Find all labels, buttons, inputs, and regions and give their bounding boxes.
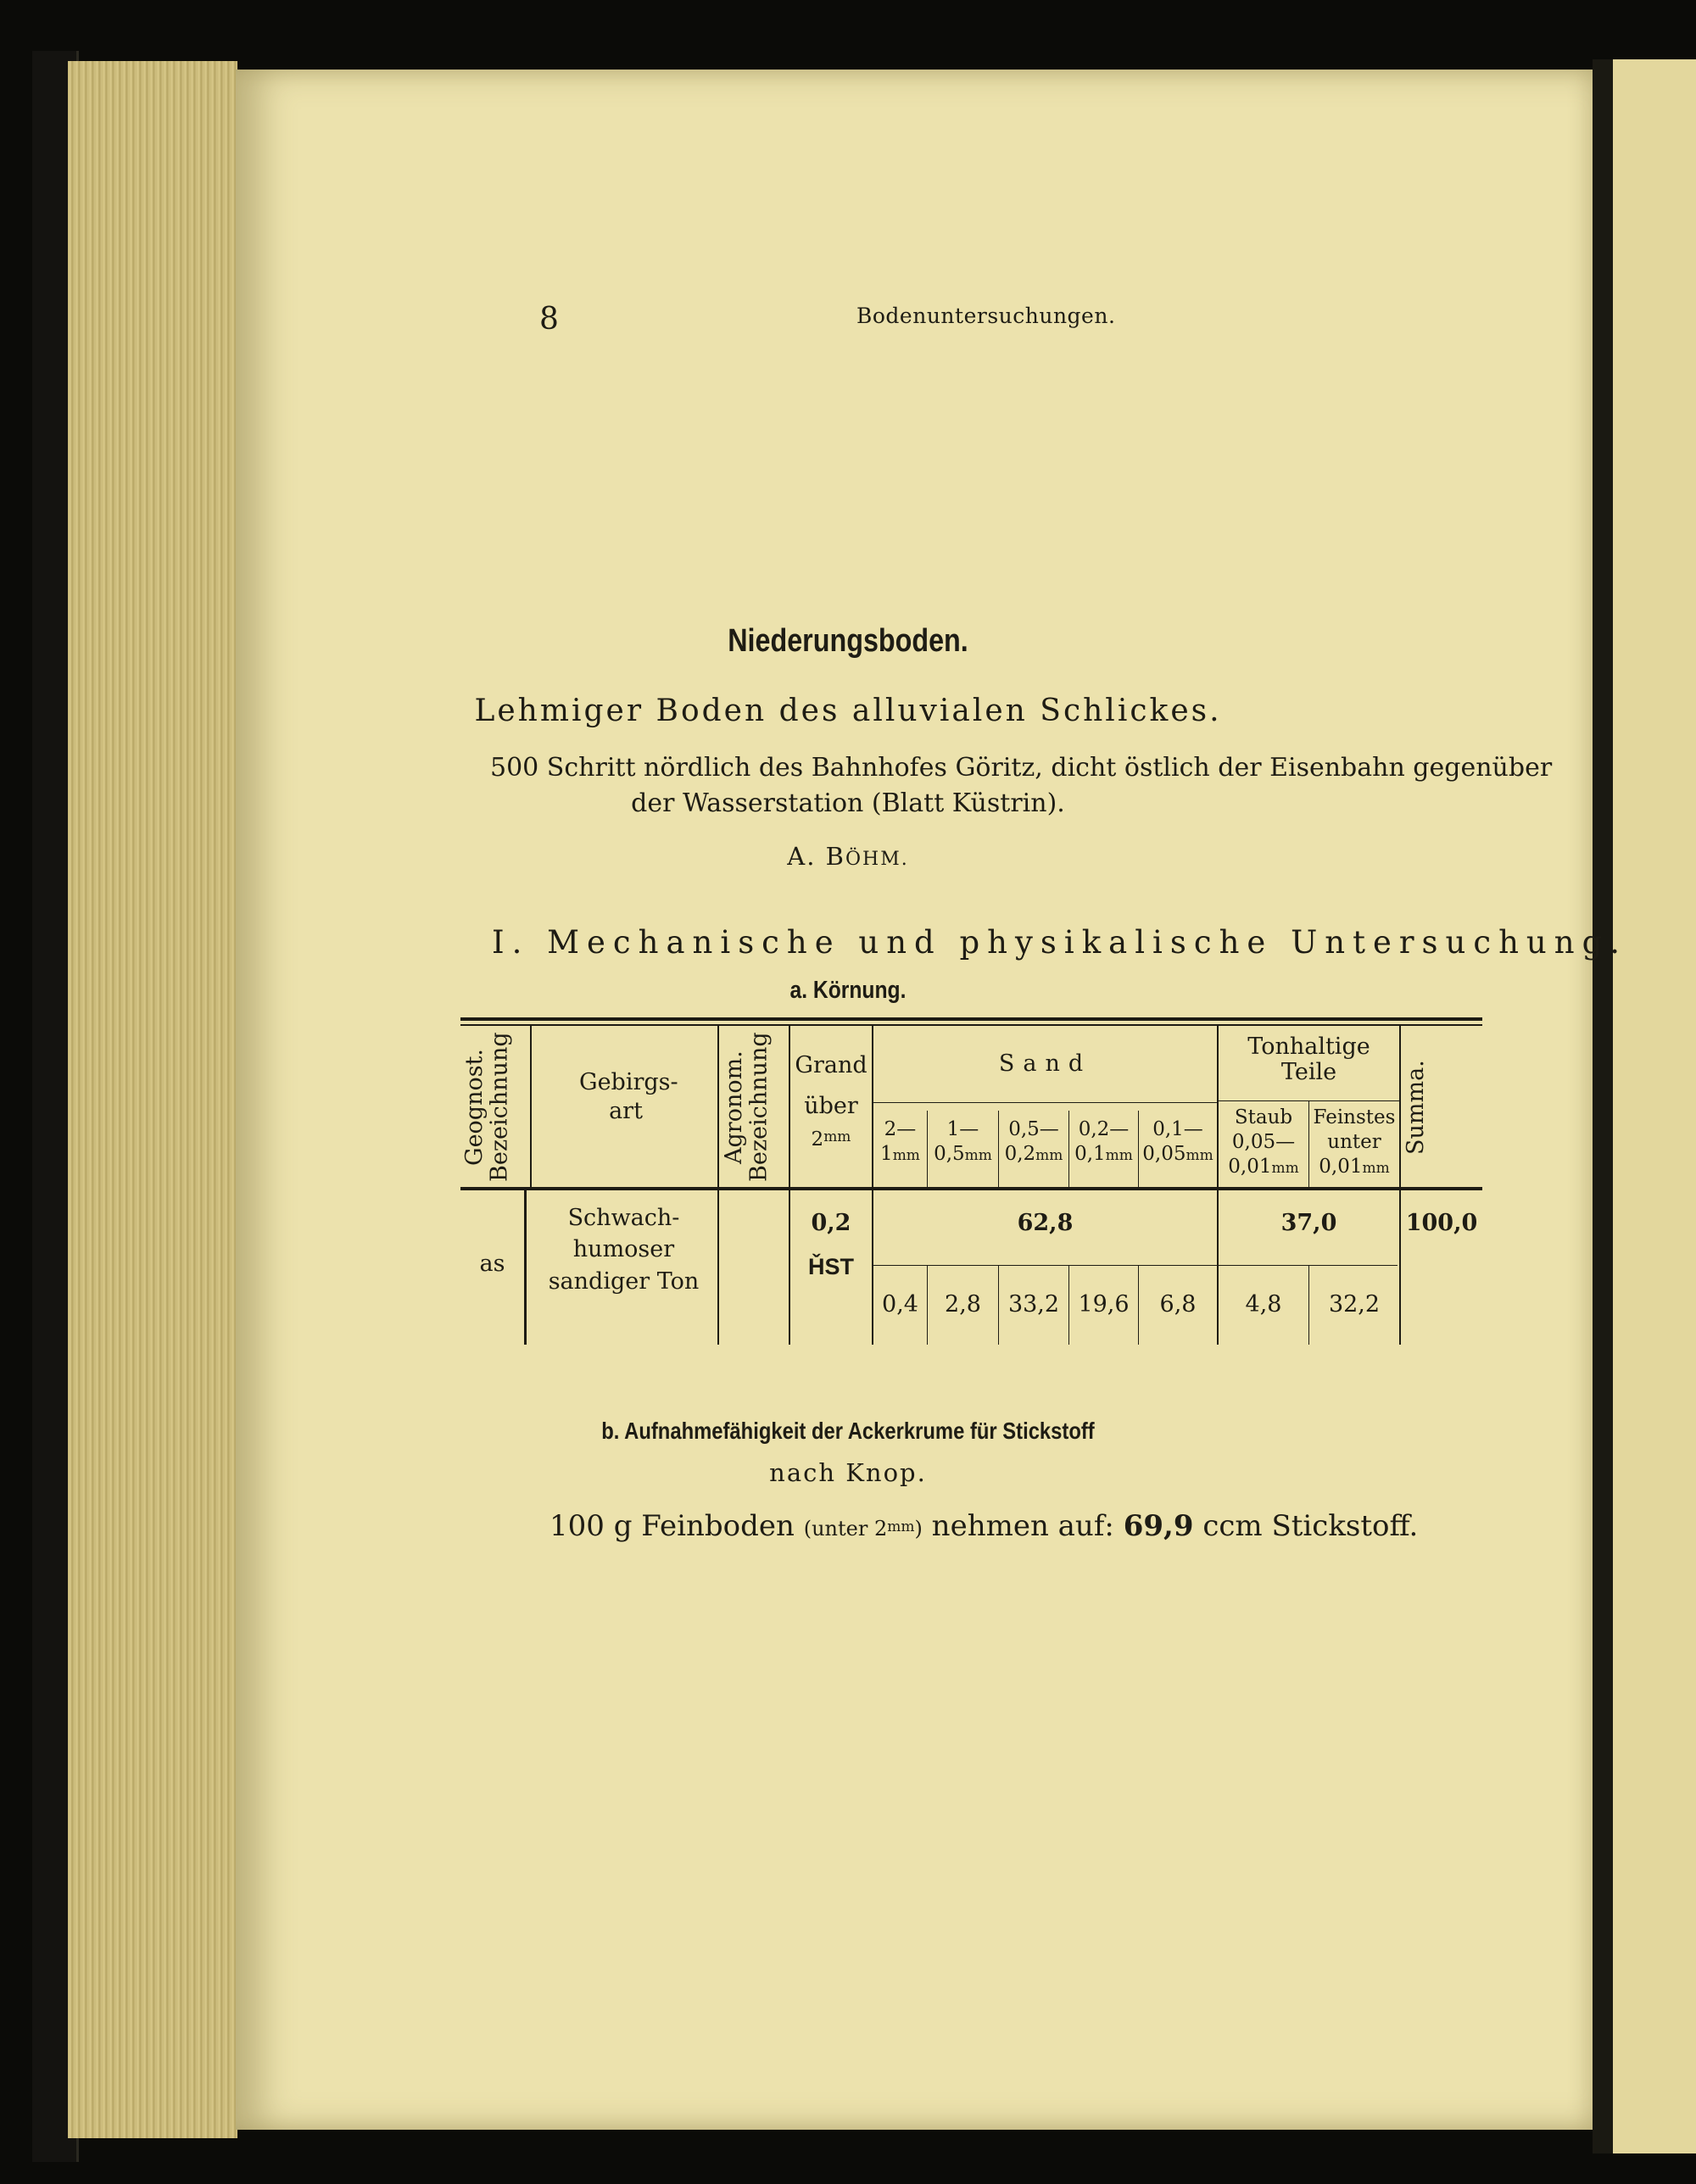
- location-line-2: der Wasserstation (Blatt Küstrin).: [631, 788, 1065, 818]
- header-sand-range: 0,2— 0,1mm: [1074, 1118, 1133, 1165]
- cell-ton-total: 37,0: [1280, 1210, 1337, 1236]
- page-title: Niederungsboden.: [728, 623, 968, 659]
- header-staub: Staub 0,05— 0,01mm: [1228, 1106, 1299, 1178]
- cell-sand-value: 2,8: [945, 1291, 981, 1318]
- header-sand: Sand: [998, 1050, 1092, 1077]
- header-sand-range: 1— 0,5mm: [934, 1118, 992, 1165]
- cell-sand-total: 62,8: [1017, 1210, 1074, 1236]
- author: [0, 842, 1696, 871]
- header-sand-range: 0,1— 0,05mm: [1142, 1118, 1213, 1165]
- cell-agronom: ȞST: [808, 1254, 854, 1279]
- header-grand-ueber: über: [804, 1093, 858, 1119]
- subtitle: Lehmiger Boden des alluvialen Schlickes.: [474, 694, 1222, 728]
- cell-grand: 0,2: [811, 1210, 851, 1236]
- subsection-a: a. Körnung.: [789, 977, 907, 1004]
- header-sand-range: 2— 1mm: [880, 1118, 920, 1165]
- header-agronom: Agronom. Bezeichnung: [721, 1032, 773, 1183]
- cell-summa: 100,0: [1405, 1210, 1478, 1236]
- cell-geognost: as: [479, 1251, 505, 1277]
- page-edges: [68, 61, 237, 2138]
- subsection-b: b. Aufnahmefähigkeit der Ackerkrume für Stickstoff: [601, 1418, 1095, 1444]
- location-line-1: 500 Schritt nördlich des Bahnhofes Göritz, dicht östlich der Eisenbahn gegenüber: [490, 753, 1553, 783]
- header-summa: Summa.: [1403, 1060, 1429, 1155]
- header-grand-size: $2^{mm}$: [811, 1128, 851, 1150]
- author-rest: ÖHM.: [845, 849, 909, 870]
- cell-sand-value: 0,4: [882, 1291, 918, 1318]
- cell-gebirgsart: Schwach- humoser sandiger Ton: [548, 1205, 700, 1295]
- result-line: 100 g Feinboden (unter $2^{mm}$) nehmen auf: 69,9 ccm Stickstoff.: [550, 1509, 1419, 1543]
- gutter: [1593, 59, 1613, 2153]
- header-feinstes: Feinstes unter 0,01mm: [1313, 1106, 1396, 1178]
- knop-line: nach Knop.: [769, 1458, 927, 1487]
- section-heading: I. Mechanische und physikalische Untersuchung.: [492, 924, 1628, 961]
- cell-staub: 4,8: [1245, 1291, 1282, 1318]
- page-number: 8: [539, 302, 559, 337]
- grain-size-table: [460, 1017, 1482, 1348]
- cell-sand-value: 19,6: [1078, 1291, 1130, 1318]
- facing-page: [1613, 59, 1696, 2153]
- cell-sand-value: 33,2: [1007, 1291, 1060, 1318]
- cell-sand-value: 6,8: [1159, 1291, 1197, 1318]
- header-sand-range: 0,5— 0,2mm: [1004, 1118, 1063, 1165]
- header-gebirgsart: Gebirgs- art: [579, 1069, 678, 1124]
- header-grand: Grand: [795, 1052, 868, 1078]
- header-geognost: Geognost. Bezeichnung: [461, 1032, 513, 1183]
- header-tonhaltige: Tonhaltige Teile: [1247, 1034, 1370, 1085]
- author-initial: A. B: [787, 842, 845, 871]
- cell-feinstes: 32,2: [1328, 1291, 1381, 1318]
- running-title: Bodenuntersuchungen.: [856, 304, 1116, 328]
